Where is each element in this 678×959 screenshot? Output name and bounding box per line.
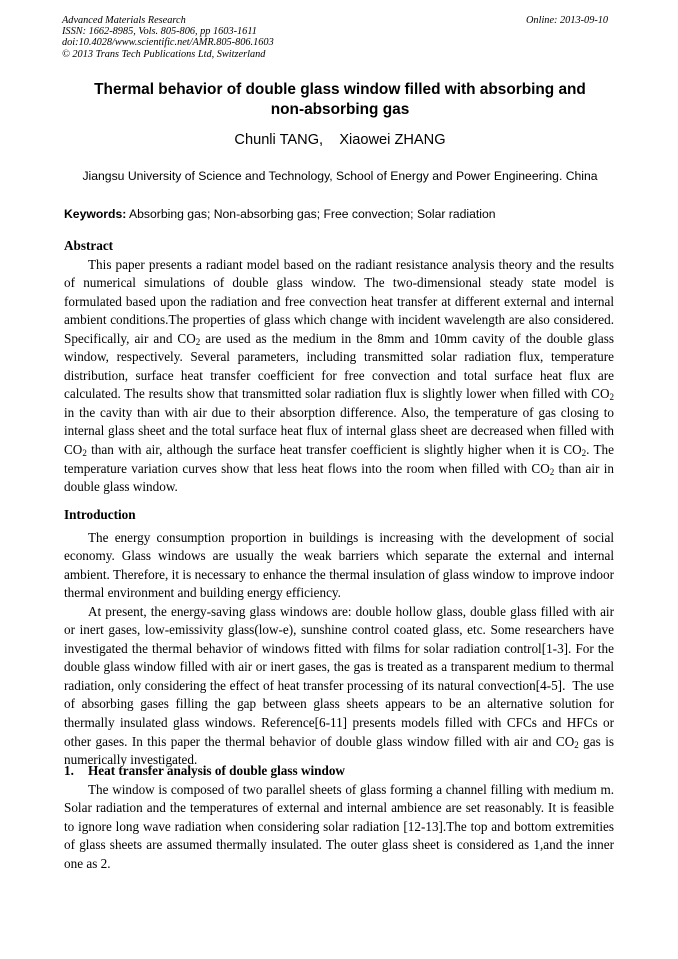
text-run: This paper presents a radiant model based on the radiant resistance analysis theory and the results of numerical simulations of double glass window. The two-dimensional steady state model is formulated based upon the radiation and free convection heat transfer at different external and internal ambient conditions.The properties of glass which change with incident wavelength are also considered. Specifically, air and CO xyxy=(64,256,614,346)
text-run: . The temperature variation curves show that less heat flows into the room when filled with CO xyxy=(64,442,614,476)
keywords xyxy=(64,206,496,222)
section-1 xyxy=(64,762,614,873)
keywords-text: Absorbing gas; Non-absorbing gas; Free convection; Solar radiation xyxy=(126,207,496,221)
subscript: 2 xyxy=(195,336,201,347)
text-run: than air in double glass window. xyxy=(64,460,614,495)
section-number: 1. xyxy=(64,763,74,778)
authors: Chunli TANG, Xiaowei ZHANG xyxy=(234,132,446,148)
section-title: Heat transfer analysis of double glass window xyxy=(88,763,345,778)
subscript: 2 xyxy=(609,392,614,403)
keywords-label: Keywords: xyxy=(64,207,127,221)
abstract-heading: Abstract xyxy=(64,238,114,253)
text-run: than with air, although the surface heat transfer coefficient is slightly higher when it is CO xyxy=(86,442,582,458)
subscript: 2 xyxy=(581,448,587,459)
subscript: 2 xyxy=(549,466,555,477)
text-run: are used as the medium in the 8mm and 10mm cavity of the double glass window, respectively. Several parameters, including transmitted solar radiation flux, temperature distribution, surface heat transfer coefficient for free convection and total surface heat flux are calculated. The results show that transmitted solar radiation flux is slightly lower when filled with CO xyxy=(64,330,614,402)
section-1-heading xyxy=(64,762,614,781)
introduction-heading: Introduction xyxy=(64,507,136,522)
intro-paragraph-2 xyxy=(64,603,618,770)
journal-header xyxy=(62,15,274,60)
introduction-section xyxy=(64,506,618,770)
issn-line: ISSN: 1662-8985, Vols. 805-806, pp 1603-1611 xyxy=(62,26,257,38)
abstract-section xyxy=(64,237,614,497)
subscript: 2 xyxy=(82,448,87,459)
intro-paragraph-1: The energy consumption proportion in buildings is increasing with the development of social economy. Glass windows are usually the weak barriers which separate the external and internal ambient. Therefore, it is necessary to enhance the thermal insulation of glass window to improve indoor thermal environment and building energy efficiency. xyxy=(64,529,614,601)
doi-line: doi:10.4028/www.scientific.net/AMR.805-806.1603 xyxy=(62,37,274,49)
title-line-1: Thermal behavior of double glass window filled with absorbing and xyxy=(94,81,586,98)
copyright-line: © 2013 Trans Tech Publications Ltd, Switzerland xyxy=(62,48,266,60)
online-date: Online: 2013-09-10 xyxy=(526,15,609,26)
text-run: At present, the energy-saving glass windows are: double hollow glass, double glass filled with air or inert gases, low-emissivity glass(low-e), sunshine control coated glass, etc. Some researchers have investigated the thermal behavior of windows fitted with films for solar radiation control[1-3]. For the double glass window filled with air or inert gases, the gas is treated as a transparent medium to thermal radiation, only considering the effect of heat transfer processing of its natural convection[4-5]. The use of absorbing gases filling the gap between glass sheets appears to be an alternative solution for thermally insulated glass windows. Reference[6-11] presents models filled with CFCs and HFCs or other gases. In this paper the thermal behavior of double glass window filled with air and CO xyxy=(64,603,618,749)
subscript: 2 xyxy=(574,739,579,750)
title-line-2: non-absorbing gas xyxy=(270,101,410,118)
abstract-paragraph xyxy=(64,256,614,497)
affiliation: Jiangsu University of Science and Technology, School of Energy and Power Engineering. China xyxy=(82,169,598,183)
paper-title xyxy=(60,80,620,120)
text-run: in the cavity than with air due to their absorption difference. Also, the temperature of gas closing to internal glass sheet and the total surface heat flux of internal glass sheet are decreased when filled with CO xyxy=(64,404,614,458)
journal-name: Advanced Materials Research xyxy=(62,15,186,26)
text-run: gas is numerically investigated. xyxy=(64,733,614,768)
section-1-paragraph: The window is composed of two parallel sheets of glass forming a channel filling with medium m. Solar radiation and the temperatures of external and internal ambience are set reasonably. It is feasible to ignore long wave radiation when considering solar radiation [12-13].The top and bottom extremities of glass sheets are assumed thermally insulated. The outer glass sheet is considered as 1,and the inner one as 2. xyxy=(64,781,614,871)
